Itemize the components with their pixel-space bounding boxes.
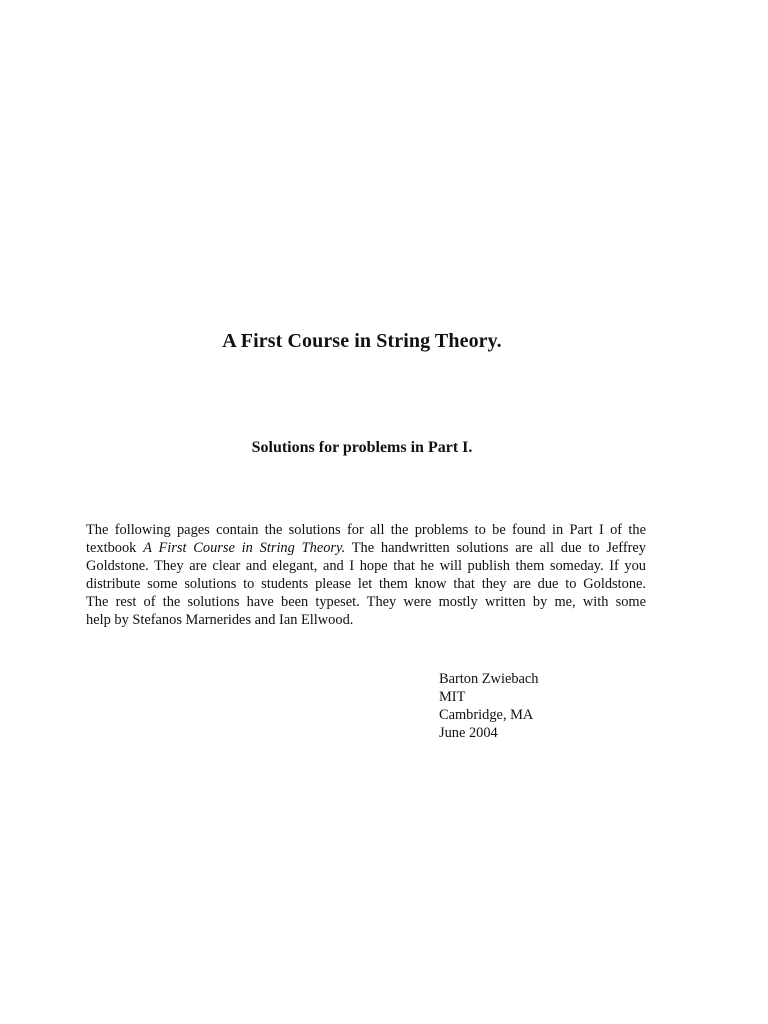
author-name: Barton Zwiebach <box>439 671 539 687</box>
paragraph-text: The handwritten solutions are all due to Jeffrey <box>345 540 647 556</box>
author-location: Cambridge, MA <box>439 707 534 723</box>
document-title: A First Course in String Theory. <box>222 330 502 352</box>
document-subtitle: Solutions for problems in Part I. <box>251 439 473 456</box>
paragraph-line: distribute some solutions to students please let them know that they are due to Goldstone. <box>86 576 646 592</box>
paragraph-line <box>86 539 646 557</box>
intro-paragraph <box>86 521 646 629</box>
paragraph-line: The following pages contain the solutions for all the problems to be found in Part I of the <box>86 522 646 538</box>
document-date: June 2004 <box>439 725 498 741</box>
paragraph-line: help by Stefanos Marnerides and Ian Ellwood. <box>86 612 354 628</box>
author-signature-block <box>439 670 539 742</box>
paragraph-text: textbook <box>86 540 144 556</box>
paragraph-line: Goldstone. They are clear and elegant, and I hope that he will publish them someday. If you <box>86 558 646 574</box>
paragraph-line: The rest of the solutions have been typeset. They were mostly written by me, with some <box>86 594 646 610</box>
book-title-italic: A First Course in String Theory. <box>143 540 346 556</box>
author-institution: MIT <box>439 689 466 705</box>
